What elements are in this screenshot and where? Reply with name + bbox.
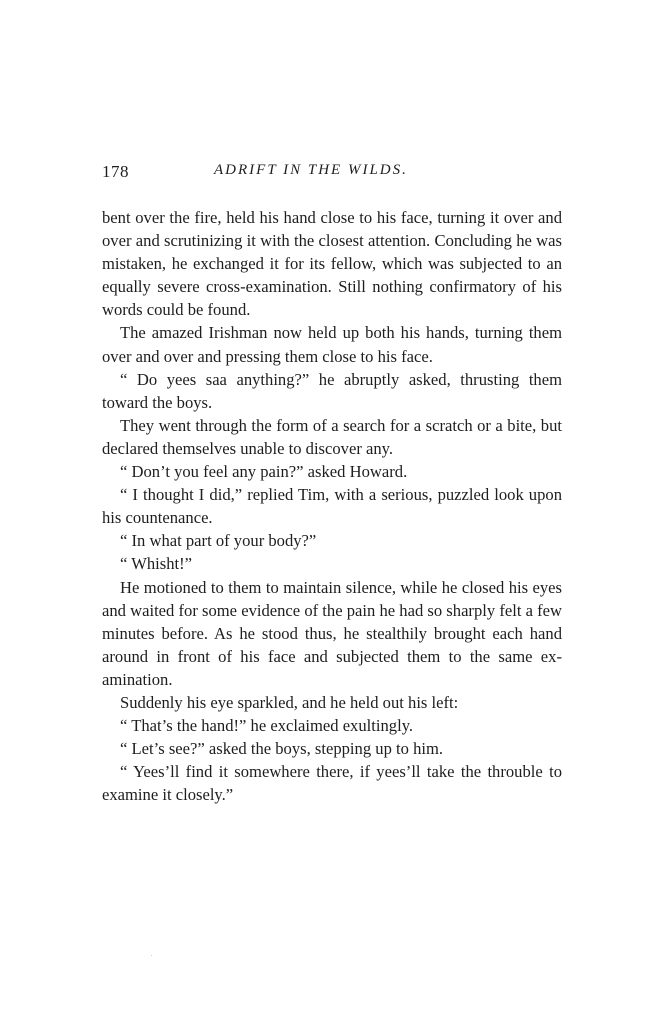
- running-head: [102, 162, 562, 186]
- paragraph-10: Suddenly his eye sparkled, and he held out his left:: [120, 692, 459, 712]
- paragraph-1: bent over the fire, held his hand close to his face, turning it over and over and scrutinizing it with the closest attention. Concluding he was mistaken, he exchanged it for its fellow, which was subjected to an equally severe cross-examination. Still nothing confirmatory of his words could be found.: [102, 208, 562, 320]
- page-number: 178: [102, 162, 129, 181]
- paragraph-12: “ Let’s see?” asked the boys, stepping up to him.: [120, 739, 444, 759]
- paragraph-11: “ That’s the hand!” he exclaimed exultingly.: [120, 716, 414, 736]
- running-title: ADRIFT IN THE WILDS.: [214, 162, 408, 178]
- paragraph-4: They went through the form of a search for a scratch or a bite, but declared themselves unable to discover any.: [102, 415, 562, 458]
- paragraph-13: “ Yees’ll find it somewhere there, if yees’ll take the throuble to examine it closely.”: [102, 762, 562, 805]
- paragraph-9: He motioned to them to maintain silence, while he closed his eyes and waited for some evidence of the pain he had so sharply felt a few minutes before. As he stood thus, he stealthily brought each hand around in front of his face and subjected them to the same examination.: [102, 577, 562, 689]
- paragraph-7: “ In what part of your body?”: [120, 531, 317, 551]
- paragraph-8: “ Whisht!”: [120, 554, 193, 574]
- paper-speck: [151, 955, 152, 956]
- paragraph-6: “ I thought I did,” replied Tim, with a serious, puzzled look upon his countenance.: [102, 485, 562, 528]
- paragraph-2: The amazed Irishman now held up both his hands, turning them over and over and pressing them close to his face.: [102, 323, 562, 366]
- paragraph-5: “ Don’t you feel any pain?” asked Howard.: [120, 462, 408, 482]
- body-text: [102, 206, 562, 806]
- paragraph-3: “ Do yees saa anything?” he abruptly asked, thrusting them toward the boys.: [102, 369, 562, 412]
